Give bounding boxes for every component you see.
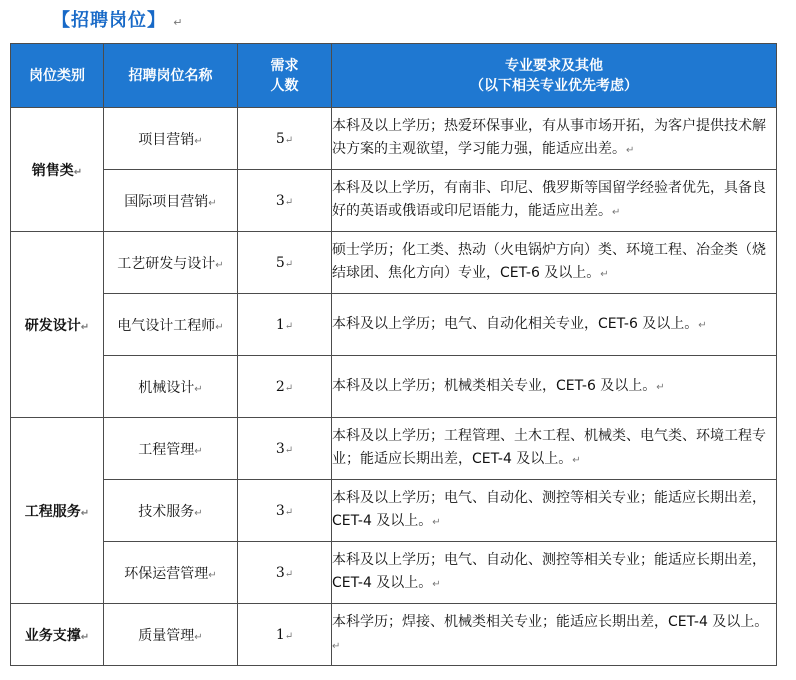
headcount: 5↵ [238, 232, 332, 294]
requirements: 本科及以上学历，有南非、印尼、俄罗斯等国留学经验者优先，具备良好的英语或俄语或印尼语能力，能适应出差。↵ [332, 170, 777, 232]
header-position: 招聘岗位名称 [104, 44, 238, 108]
position-name: 工程管理↵ [104, 418, 238, 480]
headcount: 3↵ [238, 542, 332, 604]
headcount: 3↵ [238, 170, 332, 232]
paragraph-mark-icon: ↵ [173, 16, 184, 29]
headcount: 3↵ [238, 480, 332, 542]
header-count [238, 44, 332, 108]
requirements: 本科及以上学历；机械类相关专业，CET-6 及以上。↵ [332, 356, 777, 418]
category-cell: 工程服务↵ [11, 418, 104, 604]
section-title-text: 【招聘岗位】 [52, 10, 166, 31]
table-row [11, 418, 777, 480]
position-name: 机械设计↵ [104, 356, 238, 418]
header-requirements [332, 44, 777, 108]
recruitment-table [10, 43, 777, 666]
table-row [11, 480, 777, 542]
position-name: 项目营销↵ [104, 108, 238, 170]
table-row [11, 294, 777, 356]
table-row [11, 356, 777, 418]
header-req-line2: （以下相关专业优先考虑） [470, 77, 638, 94]
requirements: 本科学历；焊接、机械类相关专业；能适应长期出差，CET-4 及以上。↵ [332, 604, 777, 666]
requirements: 本科及以上学历；热爱环保事业，有从事市场开拓，为客户提供技术解决方案的主观欲望，学习能力强，能适应出差。↵ [332, 108, 777, 170]
position-name: 技术服务↵ [104, 480, 238, 542]
position-name: 环保运营管理↵ [104, 542, 238, 604]
section-title [52, 6, 184, 32]
header-category: 岗位类别 [11, 44, 104, 108]
requirements: 本科及以上学历；电气、自动化、测控等相关专业；能适应长期出差，CET-4 及以上。↵ [332, 480, 777, 542]
table-row [11, 170, 777, 232]
category-cell: 业务支撑↵ [11, 604, 104, 666]
position-name: 工艺研发与设计↵ [104, 232, 238, 294]
header-req-line1: 专业要求及其他 [505, 57, 603, 74]
position-name: 国际项目营销↵ [104, 170, 238, 232]
header-count-line1: 需求 [270, 57, 299, 74]
table-row [11, 542, 777, 604]
headcount: 3↵ [238, 418, 332, 480]
headcount: 2↵ [238, 356, 332, 418]
table-row [11, 108, 777, 170]
table-row [11, 232, 777, 294]
category-cell: 研发设计↵ [11, 232, 104, 418]
table-header-row [11, 44, 777, 108]
headcount: 1↵ [238, 604, 332, 666]
requirements: 本科及以上学历；电气、自动化、测控等相关专业；能适应长期出差，CET-4 及以上。↵ [332, 542, 777, 604]
headcount: 5↵ [238, 108, 332, 170]
headcount: 1↵ [238, 294, 332, 356]
header-count-line2: 人数 [270, 77, 299, 94]
position-name: 电气设计工程师↵ [104, 294, 238, 356]
position-name: 质量管理↵ [104, 604, 238, 666]
requirements: 本科及以上学历；工程管理、土木工程、机械类、电气类、环境工程专业；能适应长期出差，CET-4 及以上。↵ [332, 418, 777, 480]
category-cell: 销售类↵ [11, 108, 104, 232]
table-row [11, 604, 777, 666]
requirements: 本科及以上学历；电气、自动化相关专业，CET-6 及以上。↵ [332, 294, 777, 356]
requirements: 硕士学历；化工类、热动（火电锅炉方向）类、环境工程、冶金类（烧结球团、焦化方向）专业，CET-6 及以上。↵ [332, 232, 777, 294]
